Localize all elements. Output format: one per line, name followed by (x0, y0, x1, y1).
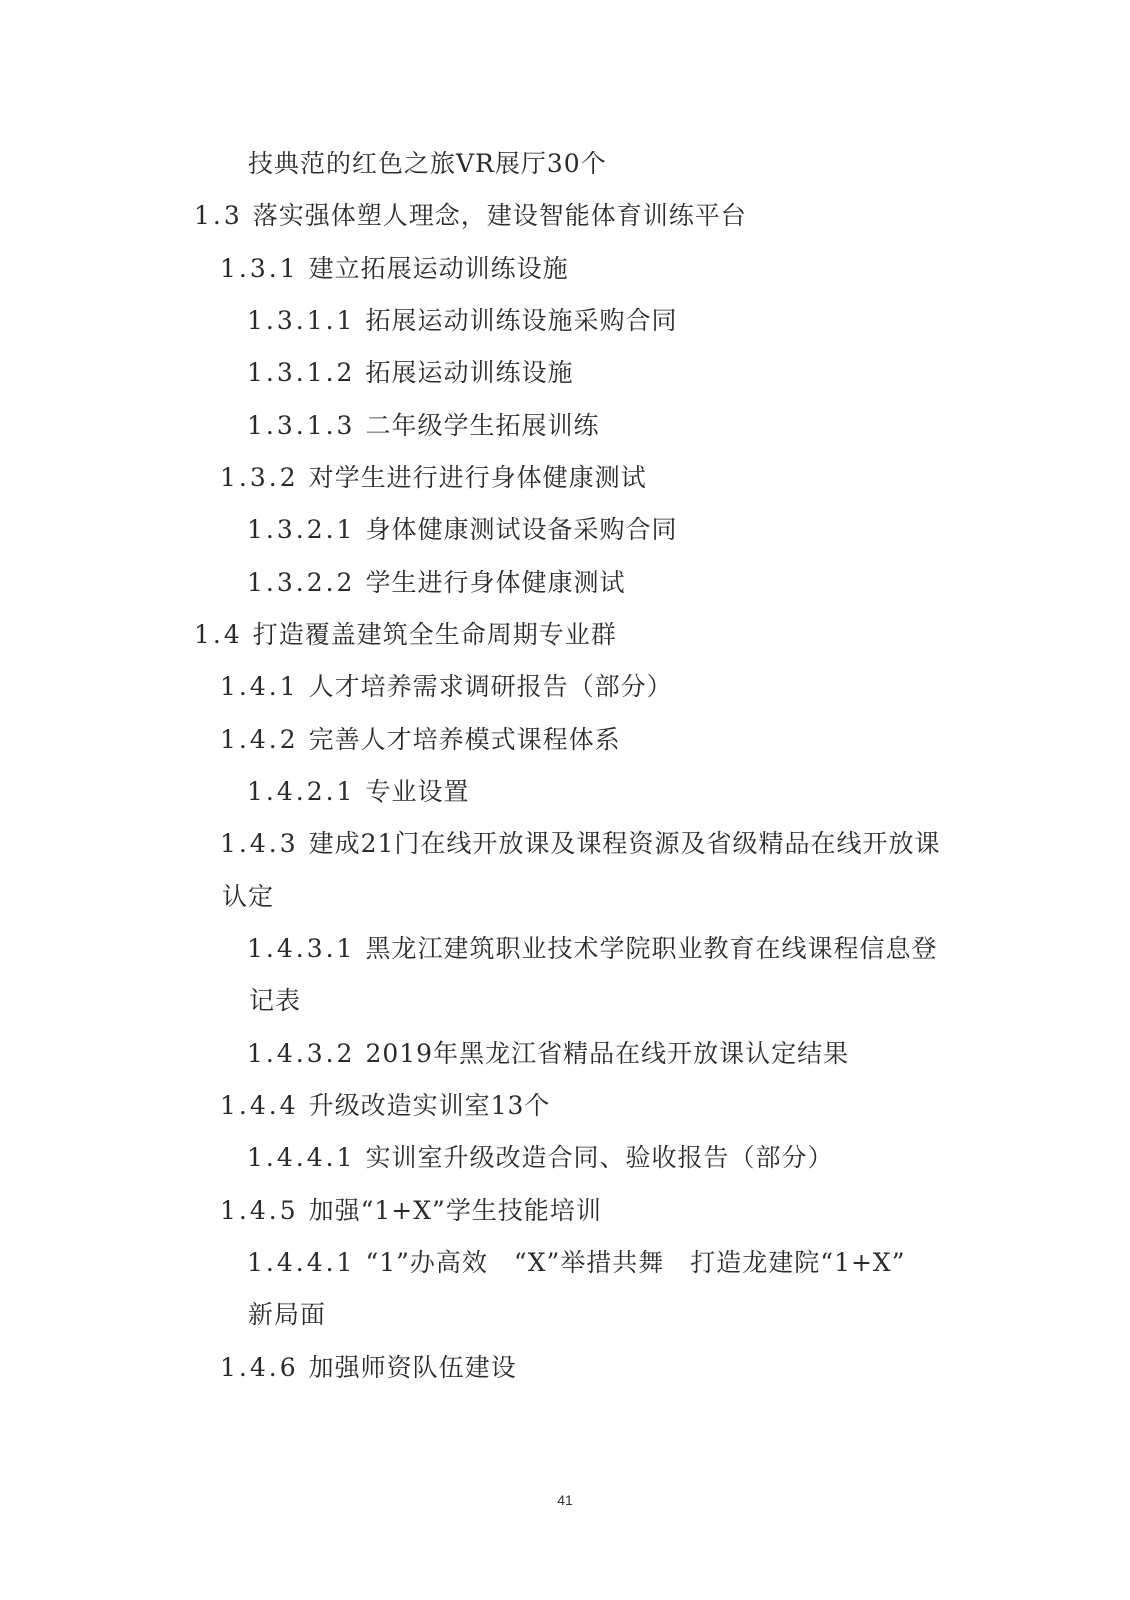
toc-text: 认定 (222, 882, 275, 911)
toc-number: 1.4.3.2 (247, 1039, 356, 1068)
toc-number: 1.4.3 (220, 829, 299, 858)
toc-number: 1.4.4 (220, 1091, 299, 1120)
toc-text: 加强“1+X”学生技能培训 (308, 1196, 602, 1225)
toc-number: 1.4.2.1 (247, 777, 356, 806)
toc-text: 打造覆盖建筑全生命周期专业群 (252, 620, 617, 649)
toc-number: 1.3 (194, 201, 243, 230)
toc-item-1-3-2-2 (247, 566, 625, 600)
toc-line-continuation (249, 984, 301, 1018)
toc-subsection-1-4-5 (220, 1194, 602, 1228)
toc-number: 1.4.2 (220, 725, 299, 754)
toc-text: 升级改造实训室13个 (308, 1091, 551, 1120)
toc-number: 1.4.1 (220, 672, 299, 701)
toc-section-1-4 (194, 618, 617, 652)
toc-subsection-1-3-1 (220, 252, 569, 286)
toc-number: 1.4.5 (220, 1196, 299, 1225)
toc-subsection-1-4-6 (220, 1351, 517, 1385)
toc-number: 1.3.1.3 (247, 411, 356, 440)
toc-number: 1.3.2 (220, 463, 299, 492)
toc-text: 新局面 (248, 1300, 327, 1329)
toc-subsection-1-4-2 (220, 723, 621, 757)
toc-item-1-4-2-1 (247, 775, 469, 809)
toc-text: 完善人才培养模式课程体系 (308, 725, 621, 754)
toc-item-1-3-2-1 (247, 513, 677, 547)
toc-item-1-4-4-1-b (247, 1246, 906, 1280)
toc-text: 专业设置 (365, 777, 470, 806)
toc-number: 1.4.6 (220, 1353, 299, 1382)
toc-text: 建成21门在线开放课及课程资源及省级精品在线开放课 (308, 829, 941, 858)
toc-line-continuation (248, 147, 607, 181)
toc-text: 对学生进行进行身体健康测试 (308, 463, 647, 492)
toc-text: 2019年黑龙江省精品在线开放课认定结果 (365, 1039, 850, 1068)
toc-line-continuation (222, 880, 274, 914)
toc-text: 黑龙江建筑职业技术学院职业教育在线课程信息登 (365, 934, 938, 963)
toc-subsection-1-4-4 (220, 1089, 550, 1123)
toc-text: 拓展运动训练设施采购合同 (365, 306, 678, 335)
toc-number: 1.3.1 (220, 254, 299, 283)
toc-text: 人才培养需求调研报告（部分） (308, 672, 673, 701)
toc-number: 1.4.4.1 (247, 1143, 356, 1172)
toc-number: 1.3.1.1 (247, 306, 356, 335)
toc-number: 1.4.3.1 (247, 934, 356, 963)
toc-subsection-1-4-1 (220, 670, 673, 704)
toc-text: 落实强体塑人理念，建设智能体育训练平台 (252, 201, 747, 230)
toc-number: 1.3.2.1 (247, 515, 356, 544)
toc-item-1-4-3-1 (247, 932, 937, 966)
toc-number: 1.4 (194, 620, 243, 649)
toc-item-1-4-3-2 (247, 1037, 849, 1071)
toc-text: 身体健康测试设备采购合同 (365, 515, 678, 544)
toc-line-continuation (248, 1298, 326, 1332)
toc-item-1-3-1-3 (247, 409, 599, 443)
toc-text: 技典范的红色之旅VR展厅30个 (248, 149, 607, 178)
toc-text: 学生进行身体健康测试 (365, 568, 626, 597)
page-number: 41 (557, 1492, 573, 1508)
toc-number: 1.3.2.2 (247, 568, 356, 597)
toc-item-1-3-1-2 (247, 356, 573, 390)
toc-text: “1”办高效 “X”举措共舞 打造龙建院“1+X” (365, 1248, 906, 1277)
toc-item-1-3-1-1 (247, 304, 677, 338)
toc-text: 加强师资队伍建设 (308, 1353, 517, 1382)
toc-text: 建立拓展运动训练设施 (308, 254, 569, 283)
toc-text: 二年级学生拓展训练 (365, 411, 600, 440)
toc-text: 拓展运动训练设施 (365, 358, 574, 387)
toc-item-1-4-4-1 (247, 1141, 833, 1175)
toc-text: 记表 (249, 986, 302, 1015)
toc-number: 1.3.1.2 (247, 358, 356, 387)
toc-number: 1.4.4.1 (247, 1248, 356, 1277)
toc-subsection-1-4-3 (220, 827, 940, 861)
toc-text: 实训室升级改造合同、验收报告（部分） (365, 1143, 834, 1172)
toc-subsection-1-3-2 (220, 461, 647, 495)
toc-section-1-3 (194, 199, 747, 233)
